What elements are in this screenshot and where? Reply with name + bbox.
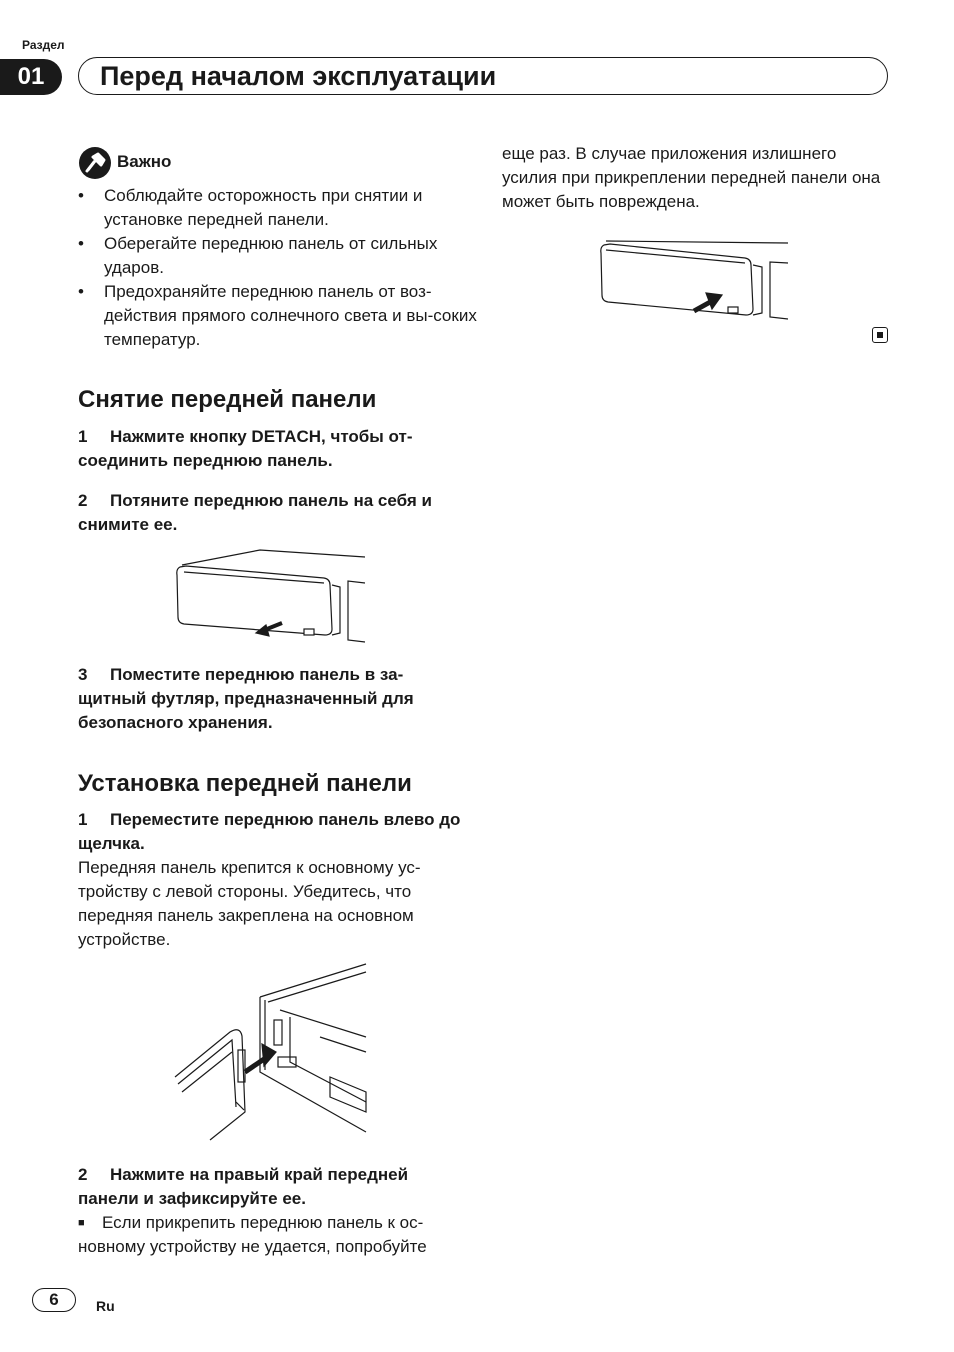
step-number: 2 [78,1165,88,1184]
note-text: Если прикрепить переднюю панель к ос-новному устройству не удается, попробуйте [78,1213,427,1256]
page-number: 6 [32,1288,76,1312]
installation-note [78,1211,468,1259]
step-text: Нажмите на правый край передней панели и зафиксируйте ее. [78,1165,409,1208]
removal-step-2 [78,489,468,537]
page-title: Перед началом эксплуатации [100,61,497,91]
step-text: Поместите переднюю панель в за-щитный футляр, предназначенный для безопасного хранения. [78,665,414,732]
section-number: 01 [0,59,62,95]
important-list [78,184,478,352]
important-icon [78,146,112,180]
step-text: Нажмите кнопку DETACH, чтобы от-соединить переднюю панель. [78,427,413,470]
installation-step-1 [78,808,468,856]
removal-step-1 [78,425,468,473]
removal-step-3 [78,663,468,735]
installation-step-1-body: Передняя панель крепится к основному ус-тройству с левой стороны. Убедитесь, что передняя панель закреплена на основном устройстве. [78,858,421,949]
push-illustration [598,235,790,325]
detach-illustration [170,545,370,645]
list-item: • Оберегайте переднюю панель от сильных ударов. [78,232,478,280]
attach-illustration [170,962,370,1142]
installation-step-2 [78,1163,468,1211]
step-number: 1 [78,427,88,446]
language-code: Ru [96,1298,115,1314]
removal-heading: Снятие передней панели [78,386,377,413]
installation-heading: Установка передней панели [78,770,412,797]
step-number: 3 [78,665,88,684]
section-label: Раздел [22,38,65,52]
step-text: Переместите переднюю панель влево до щелчка. [78,810,461,853]
list-item: • Соблюдайте осторожность при снятии и установке передней панели. [78,184,478,232]
list-item: • Предохраняйте переднюю панель от воз-действия прямого солнечного света и вы-соких температур. [78,280,478,352]
step-number: 1 [78,810,88,829]
note-continuation: еще раз. В случае приложения излишнего усилия при прикреплении передней панели она может быть повреждена. [502,144,881,211]
step-text: Потяните переднюю панель на себя и снимите ее. [78,491,432,534]
step-number: 2 [78,491,88,510]
note-marker: ■ [78,1217,85,1229]
section-end-mark [872,327,888,343]
important-label: Важно [117,152,172,171]
